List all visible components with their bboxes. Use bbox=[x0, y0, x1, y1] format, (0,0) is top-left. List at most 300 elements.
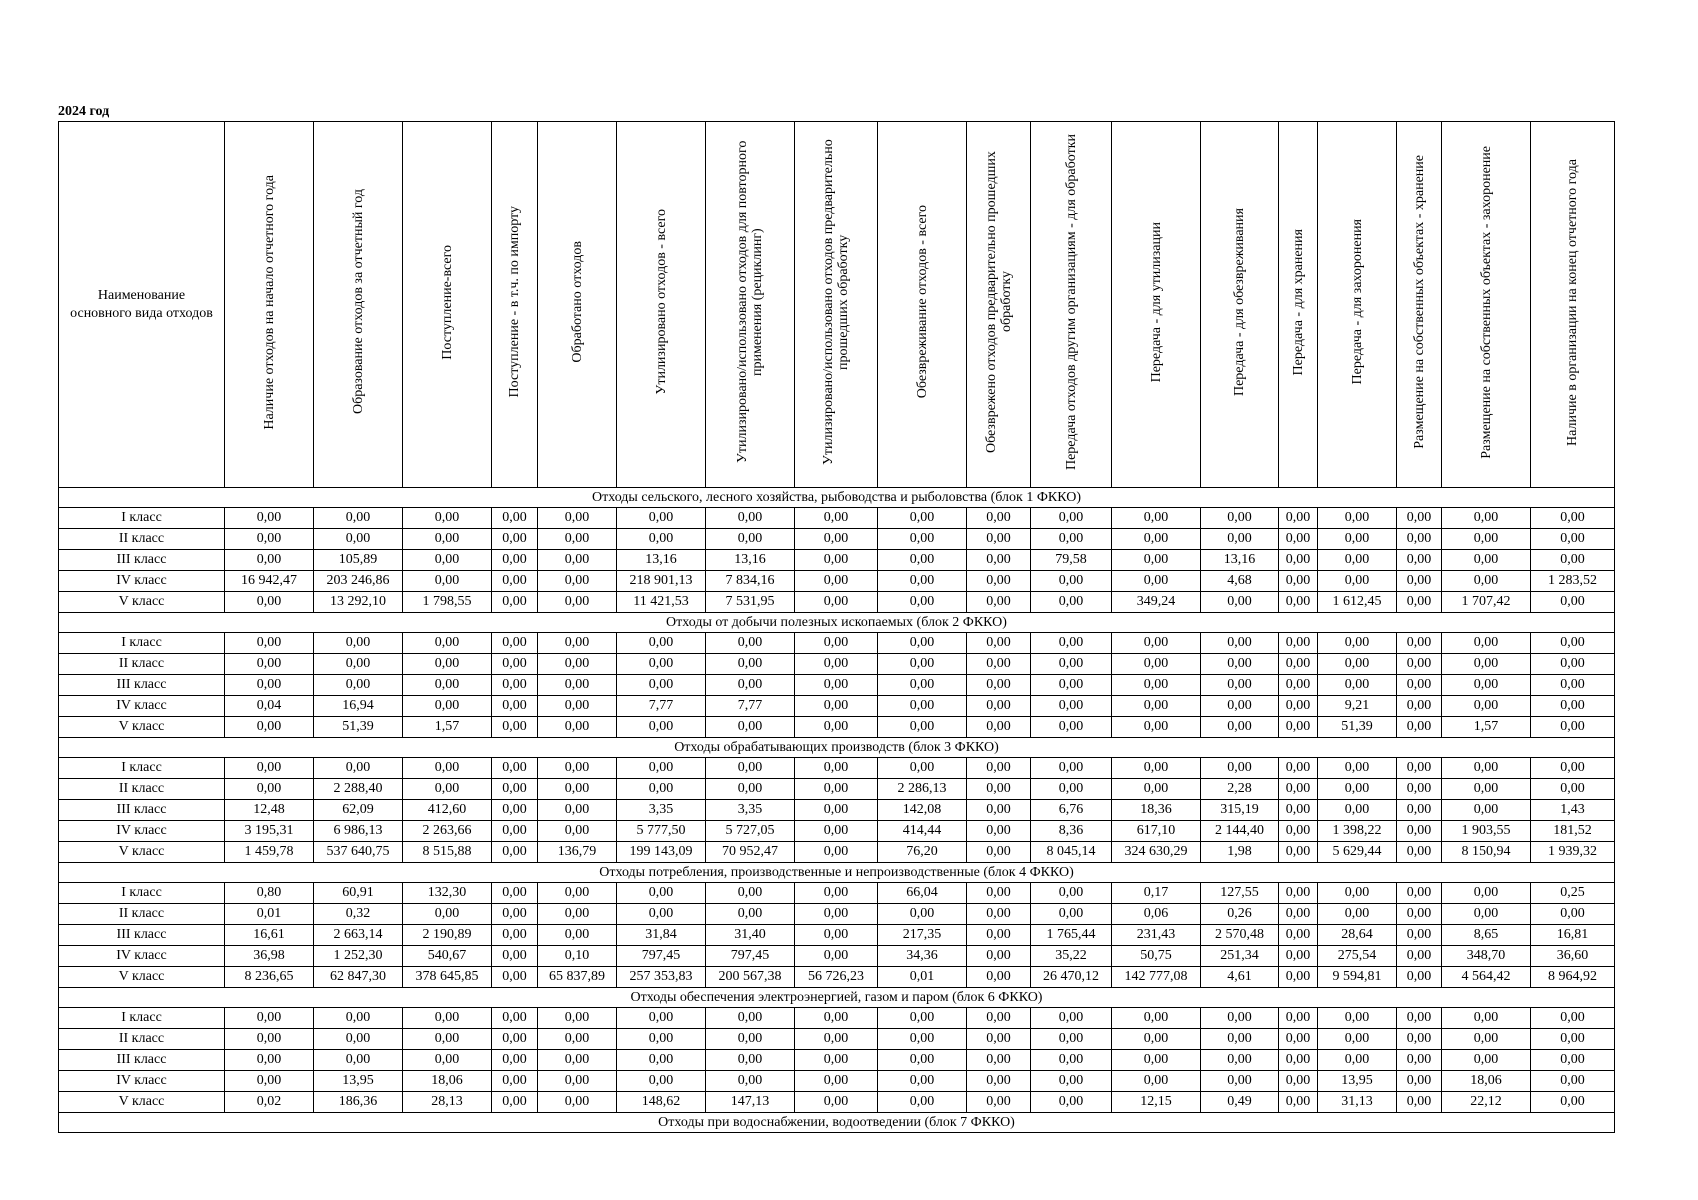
table-cell: 0,25 bbox=[1531, 883, 1615, 904]
table-cell: 56 726,23 bbox=[795, 967, 878, 988]
page-title: 2024 год bbox=[58, 104, 110, 119]
table-cell: 0,00 bbox=[538, 758, 617, 779]
table-cell: 0,00 bbox=[225, 508, 314, 529]
table-cell: 16 942,47 bbox=[225, 571, 314, 592]
table-cell: 0,00 bbox=[878, 571, 967, 592]
table-cell: 0,00 bbox=[225, 758, 314, 779]
table-cell: 0,00 bbox=[1279, 821, 1318, 842]
table-cell: 0,00 bbox=[1279, 633, 1318, 654]
table-row bbox=[59, 925, 1615, 946]
table-cell: 1 798,55 bbox=[403, 592, 492, 613]
table-cell: 200 567,38 bbox=[706, 967, 795, 988]
table-cell: 105,89 bbox=[314, 550, 403, 571]
table-cell: 22,12 bbox=[1442, 1092, 1531, 1113]
table-cell: 251,34 bbox=[1201, 946, 1279, 967]
table-cell: 0,00 bbox=[1442, 508, 1531, 529]
column-header-label: Обработано отходов bbox=[569, 241, 585, 363]
table-cell: 0,00 bbox=[1201, 529, 1279, 550]
table-row bbox=[59, 696, 1615, 717]
table-cell: 0,80 bbox=[225, 883, 314, 904]
table-cell: 35,22 bbox=[1031, 946, 1112, 967]
table-cell: 51,39 bbox=[314, 717, 403, 738]
column-header bbox=[492, 122, 538, 488]
table-cell: 0,00 bbox=[225, 654, 314, 675]
table-cell: 0,00 bbox=[492, 592, 538, 613]
table-cell: 0,00 bbox=[1397, 633, 1442, 654]
table-cell: 0,00 bbox=[967, 946, 1031, 967]
table-cell: 0,00 bbox=[403, 904, 492, 925]
waste-table bbox=[58, 121, 1615, 1133]
table-cell: 0,00 bbox=[1531, 550, 1615, 571]
table-cell: 0,17 bbox=[1112, 883, 1201, 904]
table-cell: 0,00 bbox=[617, 529, 706, 550]
table-cell: 0,00 bbox=[492, 696, 538, 717]
table-cell: 0,00 bbox=[314, 1029, 403, 1050]
table-cell: 0,00 bbox=[1201, 592, 1279, 613]
table-cell: 0,00 bbox=[967, 779, 1031, 800]
table-cell: 28,13 bbox=[403, 1092, 492, 1113]
table-cell: 1,57 bbox=[403, 717, 492, 738]
table-cell: 0,00 bbox=[967, 758, 1031, 779]
section-title: Отходы потребления, производственные и непроизводственные (блок 4 ФККО) bbox=[59, 863, 1615, 883]
row-label: V класс bbox=[59, 1092, 225, 1113]
table-cell: 0,00 bbox=[1531, 633, 1615, 654]
table-cell: 13 292,10 bbox=[314, 592, 403, 613]
section-header-row bbox=[59, 738, 1615, 758]
table-row bbox=[59, 1092, 1615, 1113]
table-cell: 3,35 bbox=[617, 800, 706, 821]
table-cell: 0,00 bbox=[878, 592, 967, 613]
table-cell: 0,00 bbox=[1531, 529, 1615, 550]
table-cell: 0,00 bbox=[492, 967, 538, 988]
table-cell: 2 144,40 bbox=[1201, 821, 1279, 842]
row-label: I класс bbox=[59, 883, 225, 904]
table-cell: 0,00 bbox=[492, 800, 538, 821]
table-cell: 0,00 bbox=[1397, 1092, 1442, 1113]
table-cell: 0,00 bbox=[1397, 654, 1442, 675]
table-row bbox=[59, 800, 1615, 821]
table-cell: 0,00 bbox=[967, 1008, 1031, 1029]
table-cell: 7,77 bbox=[706, 696, 795, 717]
table-cell: 26 470,12 bbox=[1031, 967, 1112, 988]
table-cell: 0,00 bbox=[538, 1092, 617, 1113]
table-cell: 0,00 bbox=[878, 758, 967, 779]
table-cell: 0,00 bbox=[1531, 717, 1615, 738]
table-cell: 275,54 bbox=[1318, 946, 1397, 967]
table-cell: 18,06 bbox=[1442, 1071, 1531, 1092]
table-cell: 0,00 bbox=[1112, 1050, 1201, 1071]
table-cell: 0,00 bbox=[967, 717, 1031, 738]
table-cell: 0,00 bbox=[706, 1008, 795, 1029]
table-cell: 324 630,29 bbox=[1112, 842, 1201, 863]
table-cell: 0,00 bbox=[492, 883, 538, 904]
table-cell: 0,00 bbox=[225, 1008, 314, 1029]
table-cell: 0,00 bbox=[706, 633, 795, 654]
row-label: II класс bbox=[59, 529, 225, 550]
table-row bbox=[59, 946, 1615, 967]
table-cell: 18,06 bbox=[403, 1071, 492, 1092]
table-cell: 0,00 bbox=[967, 696, 1031, 717]
table-cell: 0,00 bbox=[1279, 842, 1318, 863]
table-cell: 0,00 bbox=[1531, 1071, 1615, 1092]
table-cell: 36,98 bbox=[225, 946, 314, 967]
table-cell: 0,00 bbox=[967, 633, 1031, 654]
table-cell: 378 645,85 bbox=[403, 967, 492, 988]
table-cell: 0,00 bbox=[403, 1050, 492, 1071]
table-cell: 34,36 bbox=[878, 946, 967, 967]
table-cell: 0,00 bbox=[878, 1092, 967, 1113]
table-cell: 0,00 bbox=[1279, 654, 1318, 675]
table-cell: 0,00 bbox=[403, 508, 492, 529]
table-cell: 0,00 bbox=[1442, 696, 1531, 717]
table-cell: 0,00 bbox=[1397, 592, 1442, 613]
table-cell: 0,00 bbox=[1279, 1092, 1318, 1113]
table-row bbox=[59, 571, 1615, 592]
table-cell: 136,79 bbox=[538, 842, 617, 863]
table-cell: 2 263,66 bbox=[403, 821, 492, 842]
section-header-row bbox=[59, 863, 1615, 883]
table-cell: 70 952,47 bbox=[706, 842, 795, 863]
column-header-label: Передача отходов другим организациям - для обработки bbox=[1063, 133, 1079, 470]
table-cell: 8 236,65 bbox=[225, 967, 314, 988]
table-cell: 7 834,16 bbox=[706, 571, 795, 592]
table-cell: 0,32 bbox=[314, 904, 403, 925]
table-row bbox=[59, 1071, 1615, 1092]
table-cell: 0,00 bbox=[538, 821, 617, 842]
table-cell: 0,00 bbox=[795, 717, 878, 738]
table-cell: 0,00 bbox=[878, 717, 967, 738]
table-cell: 0,00 bbox=[706, 758, 795, 779]
table-row bbox=[59, 675, 1615, 696]
table-cell: 0,00 bbox=[878, 696, 967, 717]
table-cell: 0,00 bbox=[1112, 529, 1201, 550]
table-cell: 0,00 bbox=[1442, 571, 1531, 592]
table-cell: 0,00 bbox=[403, 633, 492, 654]
table-cell: 0,00 bbox=[617, 779, 706, 800]
table-cell: 0,00 bbox=[1031, 675, 1112, 696]
column-header-label: Наличие в организации на конец отчетного года bbox=[1565, 158, 1580, 446]
table-cell: 1 252,30 bbox=[314, 946, 403, 967]
table-cell: 412,60 bbox=[403, 800, 492, 821]
table-cell: 3,35 bbox=[706, 800, 795, 821]
table-cell: 0,00 bbox=[1279, 779, 1318, 800]
table-row bbox=[59, 758, 1615, 779]
table-cell: 0,00 bbox=[1031, 758, 1112, 779]
table-cell: 0,00 bbox=[967, 883, 1031, 904]
table-cell: 0,00 bbox=[403, 675, 492, 696]
table-cell: 0,00 bbox=[225, 633, 314, 654]
table-cell: 0,00 bbox=[492, 842, 538, 863]
table-cell: 0,02 bbox=[225, 1092, 314, 1113]
table-cell: 0,00 bbox=[1397, 1071, 1442, 1092]
table-cell: 0,00 bbox=[1318, 654, 1397, 675]
table-cell: 0,00 bbox=[878, 654, 967, 675]
row-label: III класс bbox=[59, 675, 225, 696]
table-row bbox=[59, 633, 1615, 654]
row-label: IV класс bbox=[59, 946, 225, 967]
table-cell: 1 765,44 bbox=[1031, 925, 1112, 946]
table-cell: 0,00 bbox=[795, 1029, 878, 1050]
column-header-label: Наличие отходов на начало отчетного года bbox=[261, 174, 277, 430]
table-cell: 0,00 bbox=[1031, 592, 1112, 613]
column-header bbox=[1112, 122, 1201, 488]
table-cell: 13,16 bbox=[1201, 550, 1279, 571]
table-cell: 0,00 bbox=[1531, 1029, 1615, 1050]
table-cell: 0,00 bbox=[1318, 1050, 1397, 1071]
table-cell: 142,08 bbox=[878, 800, 967, 821]
row-label: IV класс bbox=[59, 696, 225, 717]
table-cell: 0,00 bbox=[967, 508, 1031, 529]
table-cell: 181,52 bbox=[1531, 821, 1615, 842]
table-cell: 8 150,94 bbox=[1442, 842, 1531, 863]
row-label: I класс bbox=[59, 633, 225, 654]
table-row bbox=[59, 1050, 1615, 1071]
table-cell: 0,00 bbox=[314, 633, 403, 654]
table-cell: 0,00 bbox=[492, 633, 538, 654]
table-cell: 8 964,92 bbox=[1531, 967, 1615, 988]
table-body bbox=[59, 488, 1615, 1133]
table-cell: 0,00 bbox=[1031, 633, 1112, 654]
table-cell: 0,00 bbox=[795, 946, 878, 967]
table-cell: 0,00 bbox=[1279, 571, 1318, 592]
table-cell: 0,00 bbox=[795, 1071, 878, 1092]
table-cell: 0,00 bbox=[617, 654, 706, 675]
table-cell: 0,00 bbox=[617, 717, 706, 738]
table-cell: 0,00 bbox=[1442, 529, 1531, 550]
table-cell: 0,00 bbox=[1397, 904, 1442, 925]
table-cell: 0,00 bbox=[1279, 1029, 1318, 1050]
table-cell: 0,00 bbox=[1279, 717, 1318, 738]
table-cell: 0,00 bbox=[967, 571, 1031, 592]
table-cell: 0,00 bbox=[795, 529, 878, 550]
table-cell: 0,00 bbox=[878, 550, 967, 571]
table-cell: 0,00 bbox=[878, 675, 967, 696]
table-cell: 0,00 bbox=[706, 1071, 795, 1092]
table-cell: 0,00 bbox=[878, 508, 967, 529]
table-cell: 147,13 bbox=[706, 1092, 795, 1113]
section-title: Отходы от добычи полезных ископаемых (блок 2 ФККО) bbox=[59, 613, 1615, 633]
column-header bbox=[706, 122, 795, 488]
table-cell: 0,00 bbox=[1318, 904, 1397, 925]
table-cell: 0,00 bbox=[538, 696, 617, 717]
table-cell: 0,26 bbox=[1201, 904, 1279, 925]
table-cell: 0,00 bbox=[1318, 529, 1397, 550]
table-cell: 0,00 bbox=[1279, 800, 1318, 821]
table-cell: 0,00 bbox=[492, 1029, 538, 1050]
table-cell: 0,00 bbox=[225, 550, 314, 571]
table-cell: 7 531,95 bbox=[706, 592, 795, 613]
table-cell: 2 663,14 bbox=[314, 925, 403, 946]
row-label: I класс bbox=[59, 1008, 225, 1029]
column-header-label: Обезвреживание отходов - всего bbox=[914, 205, 930, 399]
table-cell: 0,00 bbox=[706, 1050, 795, 1071]
table-cell: 0,00 bbox=[492, 529, 538, 550]
table-cell: 0,00 bbox=[795, 800, 878, 821]
row-label: I класс bbox=[59, 508, 225, 529]
table-cell: 1 707,42 bbox=[1442, 592, 1531, 613]
table-cell: 0,00 bbox=[225, 529, 314, 550]
table-cell: 0,00 bbox=[1112, 654, 1201, 675]
table-cell: 0,00 bbox=[1318, 550, 1397, 571]
table-row bbox=[59, 842, 1615, 863]
table-cell: 0,00 bbox=[403, 571, 492, 592]
table-cell: 0,00 bbox=[1318, 758, 1397, 779]
table-cell: 0,00 bbox=[403, 654, 492, 675]
table-cell: 0,00 bbox=[795, 508, 878, 529]
row-label: V класс bbox=[59, 967, 225, 988]
table-cell: 315,19 bbox=[1201, 800, 1279, 821]
table-cell: 50,75 bbox=[1112, 946, 1201, 967]
table-row bbox=[59, 1029, 1615, 1050]
table-cell: 0,00 bbox=[492, 946, 538, 967]
table-cell: 0,00 bbox=[795, 779, 878, 800]
section-header-row bbox=[59, 613, 1615, 633]
table-cell: 0,00 bbox=[1112, 779, 1201, 800]
column-header bbox=[1318, 122, 1397, 488]
section-header-row bbox=[59, 988, 1615, 1008]
table-cell: 0,00 bbox=[1397, 842, 1442, 863]
row-label: I класс bbox=[59, 758, 225, 779]
table-cell: 0,00 bbox=[1279, 1050, 1318, 1071]
table-cell: 0,00 bbox=[1318, 508, 1397, 529]
column-header-label: Передача - для захоронения bbox=[1349, 219, 1365, 385]
table-cell: 12,48 bbox=[225, 800, 314, 821]
table-cell: 13,16 bbox=[706, 550, 795, 571]
table-cell: 16,81 bbox=[1531, 925, 1615, 946]
table-cell: 0,04 bbox=[225, 696, 314, 717]
table-cell: 0,00 bbox=[878, 633, 967, 654]
table-cell: 0,00 bbox=[1397, 529, 1442, 550]
table-cell: 0,00 bbox=[617, 904, 706, 925]
table-cell: 51,39 bbox=[1318, 717, 1397, 738]
table-cell: 31,13 bbox=[1318, 1092, 1397, 1113]
table-cell: 0,00 bbox=[617, 1050, 706, 1071]
table-cell: 0,00 bbox=[225, 675, 314, 696]
table-cell: 18,36 bbox=[1112, 800, 1201, 821]
table-cell: 4,68 bbox=[1201, 571, 1279, 592]
table-cell: 0,00 bbox=[1279, 508, 1318, 529]
table-cell: 8 045,14 bbox=[1031, 842, 1112, 863]
table-cell: 1 398,22 bbox=[1318, 821, 1397, 842]
table-cell: 0,00 bbox=[1531, 675, 1615, 696]
row-label: II класс bbox=[59, 1029, 225, 1050]
table-cell: 1 459,78 bbox=[225, 842, 314, 863]
column-header-label: Передача - для хранения bbox=[1290, 228, 1306, 376]
table-cell: 5 727,05 bbox=[706, 821, 795, 842]
table-cell: 5 777,50 bbox=[617, 821, 706, 842]
table-cell: 1 903,55 bbox=[1442, 821, 1531, 842]
table-cell: 66,04 bbox=[878, 883, 967, 904]
table-cell: 0,00 bbox=[1112, 675, 1201, 696]
table-cell: 0,00 bbox=[538, 1050, 617, 1071]
table-cell: 0,00 bbox=[967, 1092, 1031, 1113]
table-cell: 349,24 bbox=[1112, 592, 1201, 613]
table-cell: 0,00 bbox=[1031, 1071, 1112, 1092]
table-cell: 0,00 bbox=[403, 529, 492, 550]
table-cell: 0,00 bbox=[1279, 1071, 1318, 1092]
table-cell: 1,43 bbox=[1531, 800, 1615, 821]
table-cell: 0,00 bbox=[492, 508, 538, 529]
table-cell: 0,00 bbox=[1397, 696, 1442, 717]
table-cell: 0,00 bbox=[1279, 550, 1318, 571]
table-cell: 0,00 bbox=[795, 654, 878, 675]
table-cell: 1 612,45 bbox=[1318, 592, 1397, 613]
table-row bbox=[59, 904, 1615, 925]
table-cell: 0,00 bbox=[314, 1050, 403, 1071]
table-cell: 0,00 bbox=[492, 1092, 538, 1113]
table-cell: 31,84 bbox=[617, 925, 706, 946]
table-cell: 540,67 bbox=[403, 946, 492, 967]
table-cell: 0,00 bbox=[1201, 1050, 1279, 1071]
table-cell: 36,60 bbox=[1531, 946, 1615, 967]
table-cell: 0,00 bbox=[314, 508, 403, 529]
table-cell: 0,00 bbox=[1112, 633, 1201, 654]
table-cell: 0,00 bbox=[1318, 675, 1397, 696]
table-cell: 0,00 bbox=[225, 779, 314, 800]
row-label: IV класс bbox=[59, 1071, 225, 1092]
table-cell: 6 986,13 bbox=[314, 821, 403, 842]
table-cell: 0,00 bbox=[1279, 758, 1318, 779]
table-cell: 0,00 bbox=[878, 529, 967, 550]
row-label: II класс bbox=[59, 654, 225, 675]
column-header bbox=[403, 122, 492, 488]
table-cell: 217,35 bbox=[878, 925, 967, 946]
table-cell: 3 195,31 bbox=[225, 821, 314, 842]
table-cell: 8,65 bbox=[1442, 925, 1531, 946]
table-cell: 0,00 bbox=[795, 1092, 878, 1113]
table-cell: 203 246,86 bbox=[314, 571, 403, 592]
table-cell: 0,00 bbox=[617, 1071, 706, 1092]
table-cell: 0,00 bbox=[1031, 904, 1112, 925]
table-cell: 0,00 bbox=[1112, 508, 1201, 529]
table-cell: 0,00 bbox=[795, 675, 878, 696]
table-cell: 0,00 bbox=[617, 1029, 706, 1050]
table-cell: 0,00 bbox=[1397, 779, 1442, 800]
table-cell: 0,00 bbox=[1397, 925, 1442, 946]
table-cell: 0,00 bbox=[1397, 883, 1442, 904]
column-header bbox=[878, 122, 967, 488]
table-cell: 0,00 bbox=[492, 717, 538, 738]
table-cell: 0,00 bbox=[878, 1071, 967, 1092]
table-cell: 6,76 bbox=[1031, 800, 1112, 821]
column-header bbox=[617, 122, 706, 488]
table-cell: 0,00 bbox=[1201, 1071, 1279, 1092]
table-cell: 199 143,09 bbox=[617, 842, 706, 863]
column-header-label: Утилизировано/использовано отходов предварительно прошедших обработку bbox=[821, 139, 851, 465]
section-header-row bbox=[59, 1113, 1615, 1133]
table-cell: 0,00 bbox=[795, 821, 878, 842]
table-cell: 76,20 bbox=[878, 842, 967, 863]
table-cell: 0,00 bbox=[1201, 696, 1279, 717]
table-cell: 0,00 bbox=[1442, 883, 1531, 904]
column-header-label: Поступление-всего bbox=[439, 244, 455, 360]
table-cell: 0,00 bbox=[967, 904, 1031, 925]
table-cell: 0,00 bbox=[1397, 571, 1442, 592]
table-cell: 0,00 bbox=[1397, 967, 1442, 988]
table-cell: 0,00 bbox=[1031, 571, 1112, 592]
table-cell: 0,00 bbox=[1442, 1029, 1531, 1050]
column-header-name: Наименование основного вида отходов bbox=[59, 122, 225, 488]
table-cell: 1,57 bbox=[1442, 717, 1531, 738]
table-cell: 0,00 bbox=[1112, 717, 1201, 738]
column-header bbox=[1031, 122, 1112, 488]
column-header bbox=[1442, 122, 1531, 488]
column-header bbox=[1531, 122, 1615, 488]
column-header-label: Передача - для обезвреживания bbox=[1232, 207, 1247, 396]
table-cell: 0,00 bbox=[225, 717, 314, 738]
table-cell: 0,00 bbox=[1201, 633, 1279, 654]
table-cell: 0,00 bbox=[1318, 1029, 1397, 1050]
